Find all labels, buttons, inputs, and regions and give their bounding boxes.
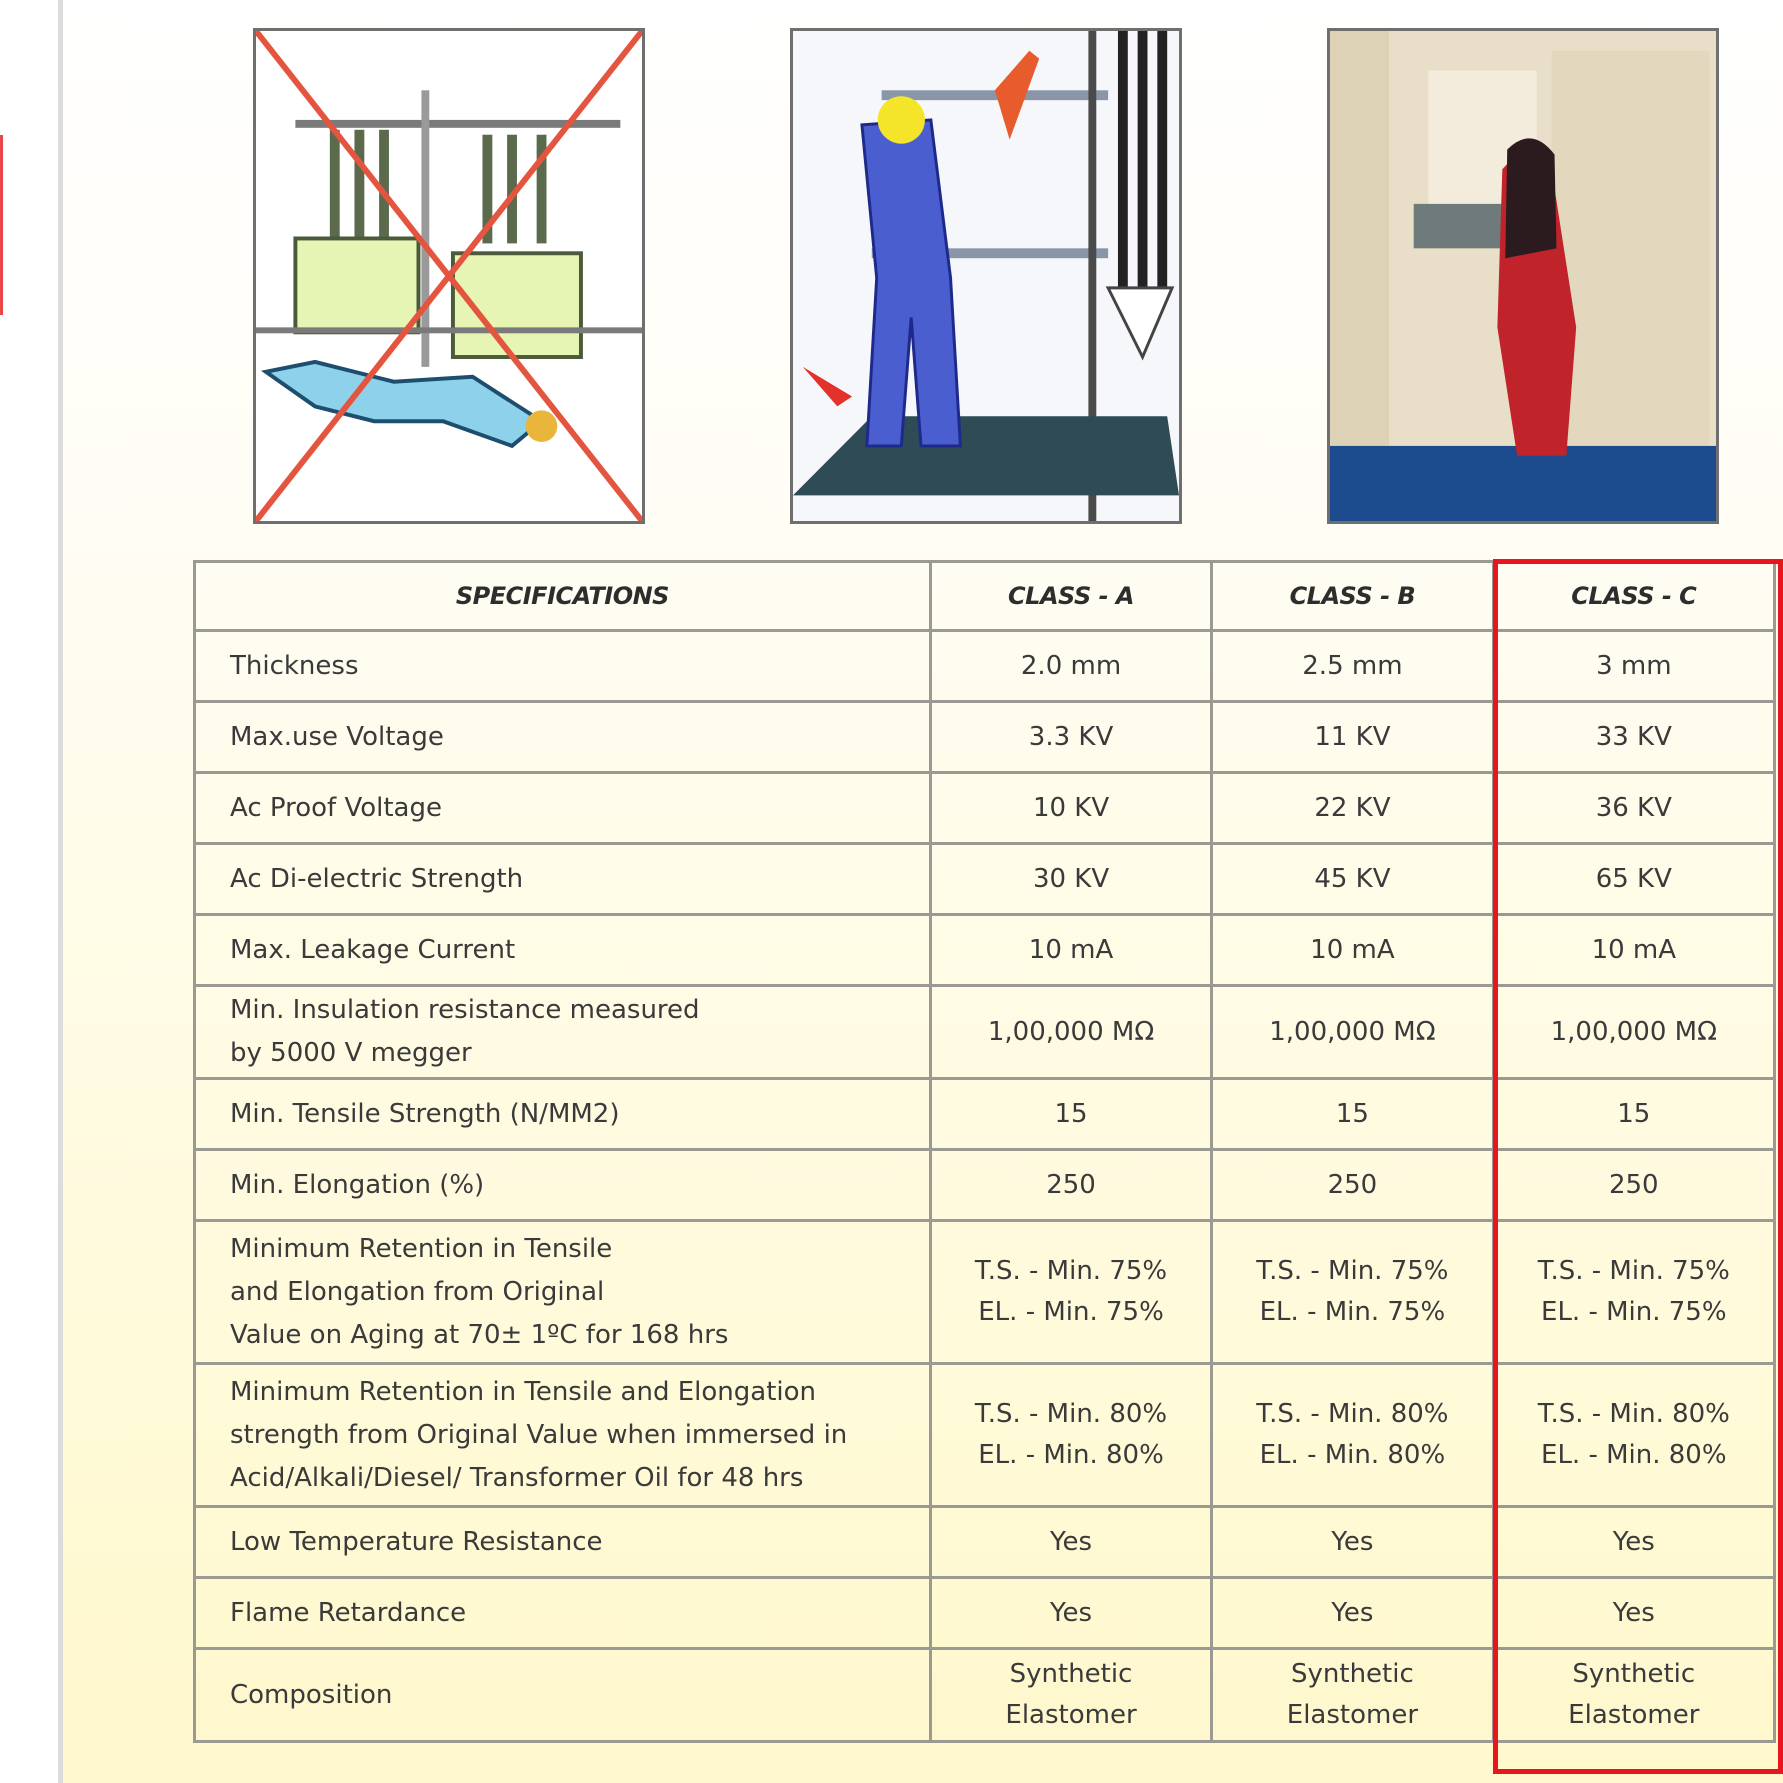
left-red-marker — [0, 135, 3, 315]
table-row — [195, 986, 1775, 1079]
row-label: Composition — [195, 1649, 931, 1742]
class-b-value: 22 KV — [1212, 773, 1493, 844]
spec-sheet-page — [63, 0, 1783, 1783]
class-b-value: 15 — [1212, 1079, 1493, 1150]
row-label: Minimum Retention in Tensile and Elongation strength from Original Value when immersed in Acid/Alkali/Diesel/ Transformer Oil for 48 hrs — [195, 1364, 931, 1507]
class-b-value: 1,00,000 MΩ — [1212, 986, 1493, 1079]
table-row — [195, 702, 1775, 773]
class-c-value: Yes — [1493, 1578, 1774, 1649]
class-c-value: 15 — [1493, 1079, 1774, 1150]
class-c-value: 65 KV — [1493, 844, 1774, 915]
class-c-value: 36 KV — [1493, 773, 1774, 844]
row-label: Ac Proof Voltage — [195, 773, 931, 844]
class-b-value: 10 mA — [1212, 915, 1493, 986]
class-b-value: Yes — [1212, 1578, 1493, 1649]
left-margin — [0, 0, 60, 1783]
panel-room-photo — [1327, 28, 1719, 524]
class-b-value: 45 KV — [1212, 844, 1493, 915]
table-row — [195, 1364, 1775, 1507]
table-row — [195, 631, 1775, 702]
class-c-value: Yes — [1493, 1507, 1774, 1578]
class-b-value: 250 — [1212, 1150, 1493, 1221]
class-b-value: Yes — [1212, 1507, 1493, 1578]
table-row — [195, 1150, 1775, 1221]
class-c-value: 10 mA — [1493, 915, 1774, 986]
row-label: Thickness — [195, 631, 931, 702]
class-a-value: T.S. - Min. 80% EL. - Min. 80% — [930, 1364, 1211, 1507]
class-c-value: T.S. - Min. 80% EL. - Min. 80% — [1493, 1364, 1774, 1507]
class-a-value: 3.3 KV — [930, 702, 1211, 773]
table-row — [195, 844, 1775, 915]
class-a-value: Yes — [930, 1578, 1211, 1649]
row-label: Low Temperature Resistance — [195, 1507, 931, 1578]
class-a-value: 250 — [930, 1150, 1211, 1221]
class-b-value: 2.5 mm — [1212, 631, 1493, 702]
row-label: Flame Retardance — [195, 1578, 931, 1649]
class-b-value: 11 KV — [1212, 702, 1493, 773]
row-label: Min. Elongation (%) — [195, 1150, 931, 1221]
class-c-value: T.S. - Min. 75% EL. - Min. 75% — [1493, 1221, 1774, 1364]
class-a-value: 15 — [930, 1079, 1211, 1150]
class-a-value: T.S. - Min. 75% EL. - Min. 75% — [930, 1221, 1211, 1364]
header-specifications: SPECIFICATIONS — [195, 562, 931, 631]
correct-practice-illustration — [790, 28, 1182, 524]
table-row — [195, 1578, 1775, 1649]
table-row — [195, 1507, 1775, 1578]
row-label: Min. Tensile Strength (N/MM2) — [195, 1079, 931, 1150]
class-c-value: Synthetic Elastomer — [1493, 1649, 1774, 1742]
class-a-value: 10 mA — [930, 915, 1211, 986]
class-c-value: 3 mm — [1493, 631, 1774, 702]
incorrect-practice-illustration — [253, 28, 645, 524]
class-a-value: Yes — [930, 1507, 1211, 1578]
class-b-value: T.S. - Min. 75% EL. - Min. 75% — [1212, 1221, 1493, 1364]
class-c-value: 250 — [1493, 1150, 1774, 1221]
class-a-value: 1,00,000 MΩ — [930, 986, 1211, 1079]
header-class-a: CLASS - A — [930, 562, 1211, 631]
class-a-value: 30 KV — [930, 844, 1211, 915]
row-label: Ac Di-electric Strength — [195, 844, 931, 915]
class-b-value: T.S. - Min. 80% EL. - Min. 80% — [1212, 1364, 1493, 1507]
class-a-value: 10 KV — [930, 773, 1211, 844]
row-label: Max.use Voltage — [195, 702, 931, 773]
row-label: Max. Leakage Current — [195, 915, 931, 986]
header-class-c: CLASS - C — [1493, 562, 1774, 631]
row-label: Minimum Retention in Tensile and Elongation from Original Value on Aging at 70± 1ºC for 168 hrs — [195, 1221, 931, 1364]
header-class-b: CLASS - B — [1212, 562, 1493, 631]
class-a-value: 2.0 mm — [930, 631, 1211, 702]
table-row — [195, 1079, 1775, 1150]
class-c-value: 33 KV — [1493, 702, 1774, 773]
table-row — [195, 1221, 1775, 1364]
class-b-value: Synthetic Elastomer — [1212, 1649, 1493, 1742]
table-row — [195, 773, 1775, 844]
class-c-value: 1,00,000 MΩ — [1493, 986, 1774, 1079]
table-header-row — [195, 562, 1775, 631]
class-a-value: Synthetic Elastomer — [930, 1649, 1211, 1742]
table-row — [195, 915, 1775, 986]
specifications-table — [193, 560, 1776, 1743]
row-label: Min. Insulation resistance measured by 5000 V megger — [195, 986, 931, 1079]
table-row — [195, 1649, 1775, 1742]
